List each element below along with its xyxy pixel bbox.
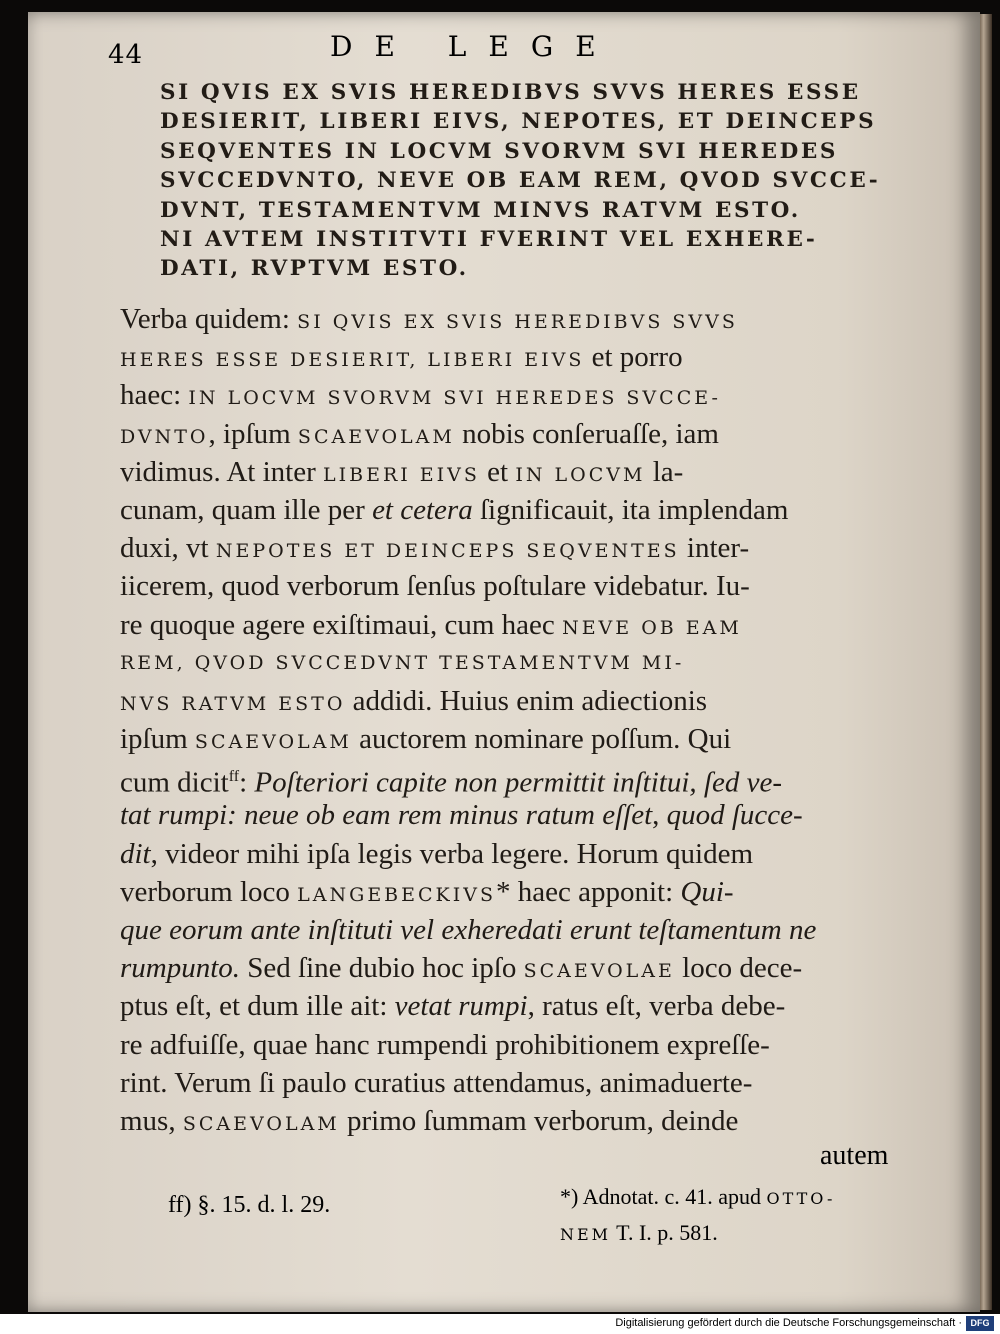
text: cum dicit: [120, 766, 229, 799]
small-caps-text: DVNTO: [120, 425, 209, 448]
text-line: [120, 415, 910, 453]
law-line: SVCCEDVNTO, NEVE OB EAM REM, QVOD SVCCE-: [160, 168, 881, 194]
text-line: [120, 758, 910, 799]
text: la-: [645, 455, 684, 488]
italic-text: quod ſucce-: [666, 799, 803, 832]
text: Verba quidem:: [120, 303, 298, 335]
text: nobis conſeruaſſe, iam: [454, 417, 719, 450]
small-caps-text: NEM: [560, 1225, 612, 1244]
running-header: DE LEGE: [330, 30, 618, 63]
italic-text: rumpunto.: [120, 952, 241, 985]
text: Sed ſine dubio hoc ipſo: [240, 952, 524, 985]
small-caps-text: LANGEBECKIVS: [297, 883, 496, 906]
catchword: autem: [820, 1140, 889, 1171]
law-line: DESIERIT, LIBERI EIVS, NEPOTES, ET DEINCEPS: [160, 109, 877, 135]
digitization-footer: [0, 1314, 1000, 1334]
text: , ipſum: [208, 417, 298, 450]
text-line: [120, 529, 910, 567]
commentary-paragraph: [120, 300, 910, 1140]
small-caps-text: NEPOTES ET DEINCEPS SEQVENTES: [215, 540, 680, 563]
text: , ratus eſt, verba debe-: [527, 990, 786, 1023]
text: T. I. p. 581.: [611, 1220, 718, 1245]
footnote-asterisk: [560, 1180, 835, 1252]
text-line: [120, 796, 910, 834]
text-line: re adfuiſſe, quae hanc rumpendi prohibitionem expreſſe-: [120, 1028, 770, 1061]
small-caps-text: OTTO-: [766, 1189, 836, 1208]
text: * haec apponit:: [496, 875, 681, 908]
small-caps-text: IN LOCVM SVORVM SVI HEREDES SVCCE-: [188, 387, 721, 410]
footnote-ff: ff) §. 15. d. l. 29.: [168, 1192, 331, 1218]
text-line: [120, 835, 910, 873]
text: ſignificauit, ita implendam: [472, 493, 789, 526]
italic-text: et cetera: [372, 493, 473, 526]
text: cunam, quam ille per: [120, 493, 373, 526]
law-line: DATI, RVPTVM ESTO.: [160, 256, 469, 282]
law-line: SEQVENTES IN LOCVM SVORVM SVI HEREDES: [160, 138, 838, 164]
italic-text: Qui-: [680, 875, 734, 908]
italic-text: Poſteriori capite non permittit inſtitui, ſed ve-: [254, 766, 782, 799]
text: ,: [652, 799, 667, 832]
small-caps-text: SCAEVOLAM: [297, 425, 455, 448]
text: et porro: [584, 341, 683, 374]
text-line: [120, 300, 910, 338]
text-line: [120, 873, 910, 911]
text: ptus eſt, et dum ille ait:: [120, 990, 395, 1023]
small-caps-text: IN LOCVM: [515, 463, 646, 486]
text-line: [120, 338, 910, 376]
law-text-block: [160, 78, 880, 284]
text: loco dece-: [674, 952, 803, 985]
small-caps-text: SCAEVOLAM: [182, 1112, 340, 1135]
italic-text: dit: [120, 837, 151, 870]
text-line: [120, 682, 910, 720]
text-line: [120, 453, 910, 491]
small-caps-text: SI QVIS EX SVIS HEREDIBVS SVVS: [297, 311, 738, 333]
small-caps-text: HERES ESSE DESIERIT, LIBERI EIVS: [120, 349, 585, 372]
law-line: NI AVTEM INSTITVTI FVERINT VEL EXHERE-: [160, 227, 818, 253]
text: et: [479, 455, 516, 488]
text-line: que eorum ante inſtituti vel exheredati erunt teſtamentum ne: [120, 914, 817, 946]
small-caps-text: SCAEVOLAE: [523, 960, 675, 983]
text: :: [239, 766, 255, 799]
text-line: [120, 987, 910, 1025]
text: re quoque agere exiſtimaui, cum haec: [120, 608, 563, 641]
text-line: [120, 491, 910, 529]
text-line: iicerem, quod verborum ſenſus poſtulare videbatur. Iu-: [120, 570, 750, 603]
text: inter-: [679, 532, 750, 565]
dfg-logo-icon: DFG: [966, 1316, 994, 1331]
text-line: [120, 949, 910, 987]
text: *) Adnotat. c. 41. apud: [560, 1184, 767, 1209]
law-line: DVNT, TESTAMENTVM MINVS RATVM ESTO.: [160, 197, 801, 223]
text: verborum loco: [120, 875, 298, 908]
text: vidimus. At inter: [120, 455, 323, 488]
italic-text: vetat rumpi: [394, 990, 528, 1023]
text-line: [120, 720, 910, 758]
text: mus,: [120, 1104, 183, 1137]
text: haec:: [120, 379, 189, 412]
text-line: [120, 376, 910, 414]
small-caps-text: SCAEVOLAM: [194, 731, 352, 754]
footnote-marker: ff: [228, 768, 240, 786]
text-line: rint. Verum ſi paulo curatius attendamus, animaduerte-: [120, 1066, 753, 1099]
italic-text: tat rumpi: neue ob eam rem minus ratum eſſet: [120, 799, 653, 832]
text-line: [120, 606, 910, 644]
small-caps-text: LIBERI EIVS: [323, 463, 480, 486]
text: primo ſummam verborum, deinde: [339, 1104, 739, 1137]
text: , videor mihi ipſa legis verba legere. Horum quidem: [150, 837, 754, 870]
text: ipſum: [120, 723, 195, 756]
text-line: REM, QVOD SVCCEDVNT TESTAMENTVM MI-: [120, 651, 685, 674]
small-caps-text: NVS RATVM ESTO: [120, 692, 346, 715]
text: addidi. Huius enim adiectionis: [345, 684, 708, 717]
text-line: [120, 1102, 910, 1140]
law-line: SI QVIS EX SVIS HEREDIBVS SVVS HERES ESSE: [160, 80, 861, 105]
page-number: 44: [108, 40, 144, 70]
text: auctorem nominare poſſum. Qui: [351, 723, 732, 756]
book-edge: [978, 14, 992, 1310]
funding-credit: Digitalisierung gefördert durch die Deutsche Forschungsgemeinschaft ·: [615, 1317, 962, 1329]
small-caps-text: NEVE OB EAM: [562, 616, 742, 639]
text: duxi, vt: [120, 532, 216, 565]
